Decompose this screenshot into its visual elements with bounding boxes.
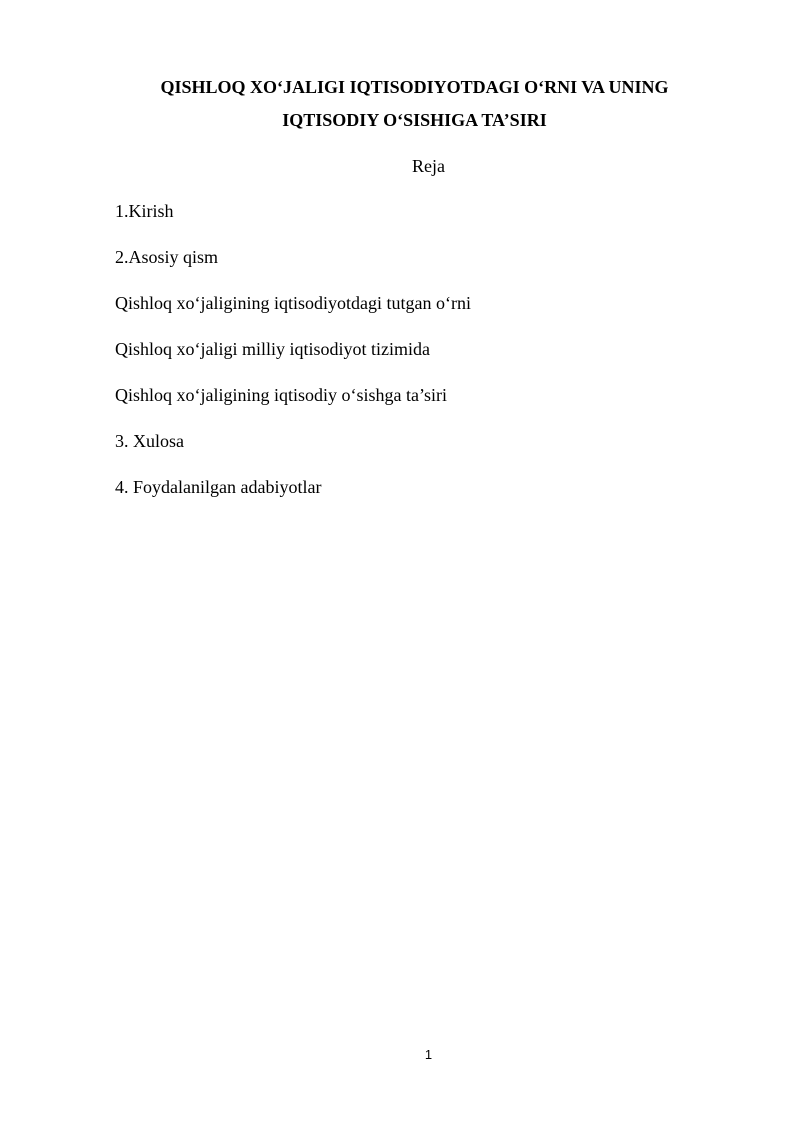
- plan-item-economic-growth-impact: Qishloq xo‘jaligining iqtisodiy o‘sishga ta’siri: [115, 385, 447, 405]
- plan-item-references: 4. Foydalanilgan adabiyotlar: [115, 477, 322, 497]
- document-title-line-2: IQTISODIY O‘SISHIGA TA’SIRI: [282, 110, 547, 130]
- plan-item-introduction: 1.Kirish: [115, 201, 174, 221]
- plan-item-conclusion: 3. Xulosa: [115, 431, 184, 451]
- plan-list: [115, 199, 471, 521]
- page-number: 1: [424, 1047, 433, 1062]
- document-title-line-1: QISHLOQ XO‘JALIGI IQTISODIYOTDAGI O‘RNI VA UNING: [160, 77, 669, 97]
- plan-item-national-economy-system: Qishloq xo‘jaligi milliy iqtisodiyot tizimida: [115, 339, 430, 359]
- plan-item-role-in-economy: Qishloq xo‘jaligining iqtisodiyotdagi tutgan o‘rni: [115, 293, 471, 313]
- plan-heading: Reja: [412, 156, 445, 176]
- plan-item-main-part: 2.Asosiy qism: [115, 247, 219, 267]
